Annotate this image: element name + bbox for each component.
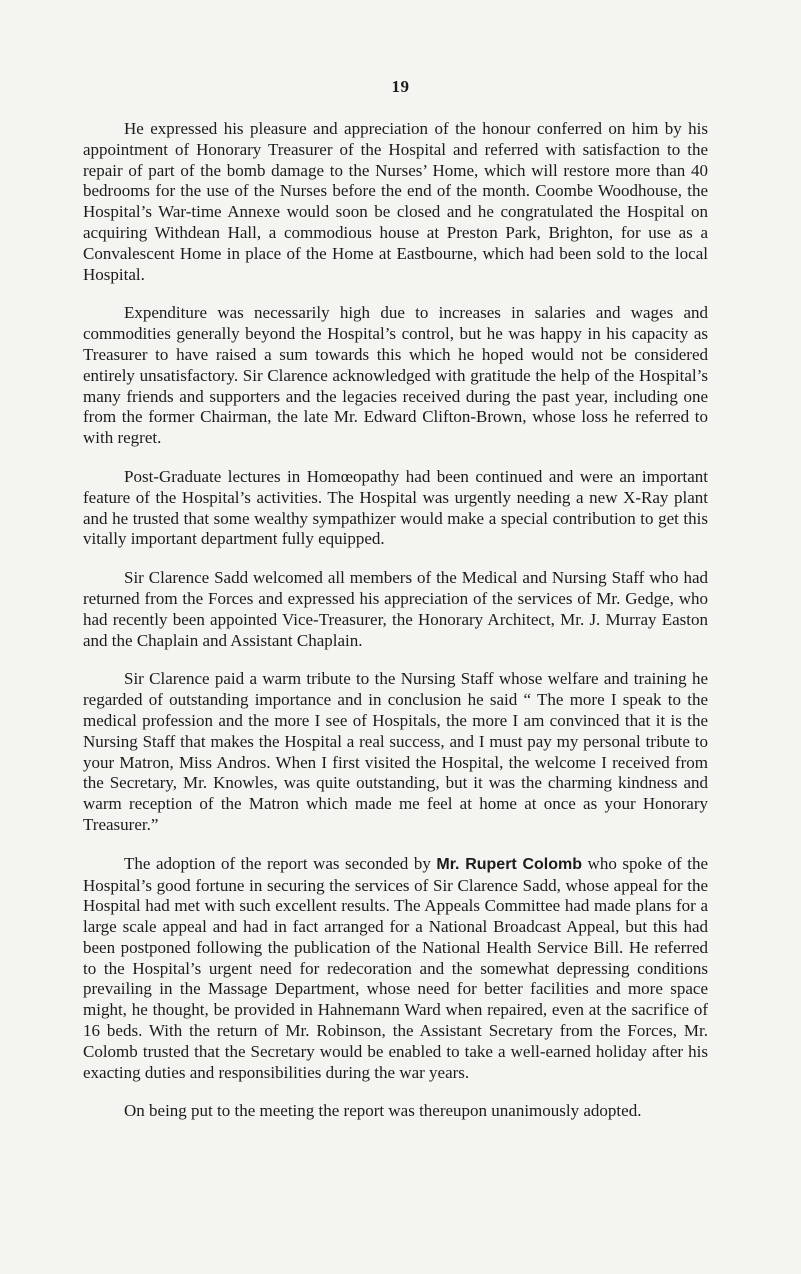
seconded-text-before: The adoption of the report was seconded by: [124, 853, 437, 873]
seconder-name: Mr. Rupert Colomb: [436, 855, 583, 873]
page-number: 19: [391, 77, 410, 96]
paragraph-nursing-tribute: Sir Clarence paid a warm tribute to the Nursing Staff whose welfare and training he regarded of outstanding importance and in conclusion he said “ The more I speak to the medical profession and the more I see of Hospitals, the more I am convinced that it is the Nursing Staff that makes the Hospital a real success, and I must pay my personal tribute to your Matron, Miss Andros. When I first visited the Hospital, the welcome I received from the Secretary, Mr. Knowles, was quite outstanding, but it was the charming kindness and warm reception of the Matron which made me feel at home at once as your Honorary Treasurer.”: [83, 669, 708, 834]
paragraph-adoption: On being put to the meeting the report was thereupon unanimously adopted.: [124, 1101, 642, 1121]
body-text: [83, 119, 708, 1140]
paragraph-post-graduate-lectures: Post-Graduate lectures in Homœopathy had been continued and were an important feature of the Hospital’s activities. The Hospital was urgently needing a new X-Ray plant and he trusted that some wealthy sympathizer would make a special contribution to get this vitally important department fully equipped.: [83, 466, 708, 549]
paragraph-staff-welcome: Sir Clarence Sadd welcomed all members of the Medical and Nursing Staff who had returned from the Forces and expressed his appreciation of the services of Mr. Gedge, who had recently been appointed Vice-Treasurer, the Honorary Architect, Mr. J. Murray Easton and the Chaplain and Assistant Chaplain.: [83, 568, 708, 650]
paragraph-seconded-report: [83, 854, 708, 1084]
paragraph-expenditure: Expenditure was necessarily high due to increases in salaries and wages and commodities generally beyond the Hospital’s control, but he was happy in his capacity as Treasurer to have raised a sum towards this which he hoped would not be considered entirely unsatisfactory. Sir Clarence acknowledged with gratitude the help of the Hospital’s many friends and supporters and the legacies received during the past year, including one from the former Chairman, the late Mr. Edward Clifton-Brown, whose loss he referred to with regret.: [83, 303, 708, 448]
seconded-text-after: who spoke of the Hospital’s good fortune in securing the services of Sir Clarence Sadd, whose appeal for the Hospital had met with such excellent results. The Appeals Committee had made plans for a large scale appeal and had in fact arranged for a National Broadcast Appeal, but this had been postponed following the publication of the National Health Service Bill. He referred to the Hospital’s urgent need for redecoration and the somewhat depressing conditions prevailing in the Massage Department, whose need for better facilities and more space might, he thought, be provided in Hahnemann Ward when repaired, even at the sacrifice of 16 beds. With the return of Mr. Robinson, the Assistant Secretary from the Forces, Mr. Colomb trusted that the Secretary would be enabled to take a well-earned holiday after his exacting duties and responsibilities during the war years.: [83, 853, 709, 1082]
paragraph-treasurer-appreciation: He expressed his pleasure and appreciation of the honour conferred on him by his appointment of Honorary Treasurer of the Hospital and referred with satisfaction to the repair of part of the bomb damage to the Nurses’ Home, which will restore more than 40 bedrooms for the use of the Nurses before the end of the month. Coombe Woodhouse, the Hospital’s War-time Annexe would soon be closed and he congratulated the Hospital on acquiring Withdean Hall, a commodious house at Preston Park, Brighton, for use as a Convalescent Home in place of the Home at Eastbourne, which had been sold to the local Hospital.: [83, 119, 708, 284]
